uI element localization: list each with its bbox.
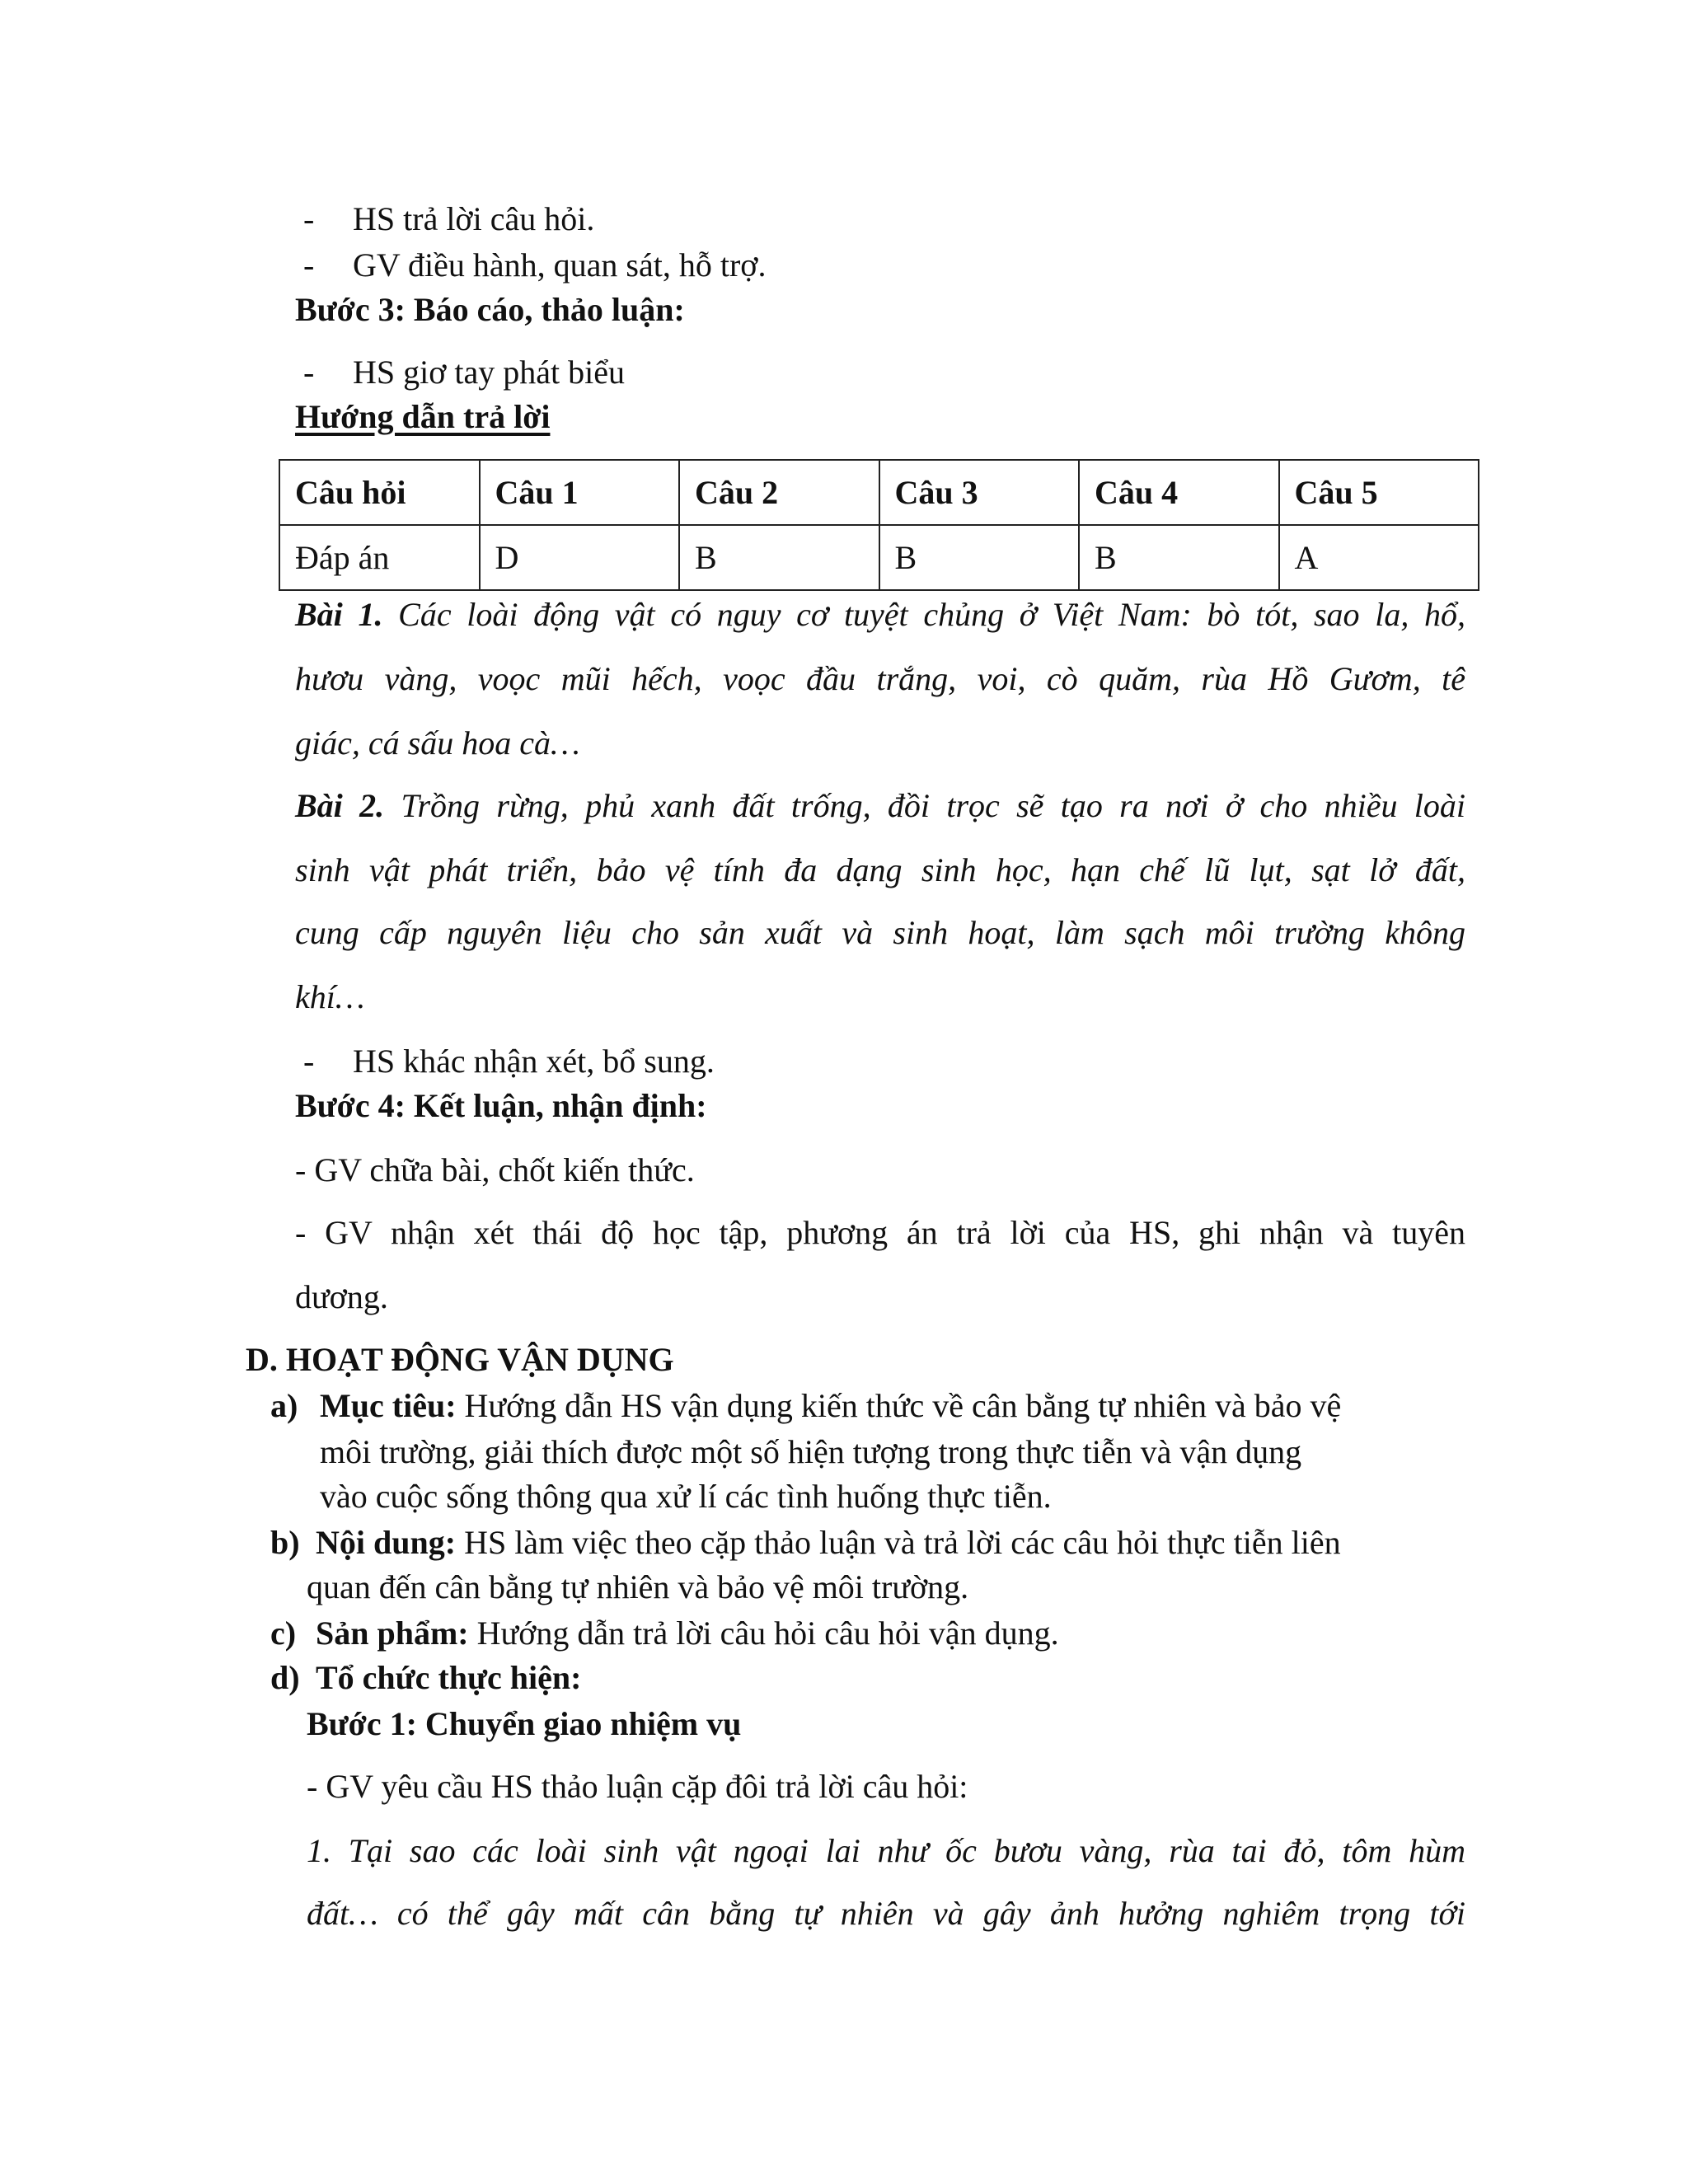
question-line-1: 1. Tại sao các loài sinh vật ngoại lai như ốc bươu vàng, rùa tai đỏ, tôm hùm [307, 1832, 1465, 1869]
bai2-line-2: sinh vật phát triển, bảo vệ tính đa dạng sinh học, hạn chế lũ lụt, sạt lở đất, [295, 851, 1465, 888]
list-item-label: Mục tiêu: [320, 1387, 457, 1424]
list-marker: c) [270, 1615, 297, 1652]
list-item-label: Nội dung: [316, 1524, 457, 1561]
table-cell: Câu 3 [879, 460, 1080, 525]
text-line: HS trả lời câu hỏi. [353, 200, 595, 237]
bullet-dash: - [303, 246, 315, 284]
bai1-label: Bài 1. [295, 596, 383, 633]
table-cell: Câu 1 [480, 460, 680, 525]
list-item-b-line-1 [316, 1523, 1341, 1562]
table-cell: Đáp án [279, 525, 480, 590]
text-line: HS khác nhận xét, bổ sung. [353, 1043, 715, 1080]
table-cell: Câu 5 [1279, 460, 1479, 525]
list-item-label: Tổ chức thực hiện: [316, 1659, 582, 1696]
list-item-b-line-2: quan đến cân bằng tự nhiên và bảo vệ môi trường. [307, 1568, 969, 1605]
bai1-line-1 [295, 595, 1465, 634]
bai2-line-4: khí… [295, 978, 365, 1015]
bai2-text: Trồng rừng, phủ xanh đất trống, đồi trọc sẽ tạo ra nơi ở cho nhiều loài [401, 787, 1466, 824]
list-item-a-line-3: vào cuộc sống thông qua xử lí các tình huống thực tiễn. [320, 1478, 1052, 1515]
table-header-row [279, 460, 1479, 525]
list-item-a-line-2: môi trường, giải thích được một số hiện tượng trong thực tiễn và vận dụng [320, 1433, 1302, 1470]
list-item-a-line-1 [320, 1386, 1341, 1425]
text-line: GV điều hành, quan sát, hỗ trợ. [353, 246, 767, 284]
table-cell: A [1279, 525, 1479, 590]
list-item-text: Hướng dẫn trả lời câu hỏi câu hỏi vận dụng. [468, 1615, 1059, 1652]
table-cell: B [1079, 525, 1279, 590]
bai2-line-3: cung cấp nguyên liệu cho sản xuất và sinh hoạt, làm sạch môi trường không [295, 914, 1465, 951]
bullet-dash: - [303, 1043, 315, 1080]
bullet-dash: - [303, 354, 315, 391]
table-cell: B [879, 525, 1080, 590]
step-heading: Bước 4: Kết luận, nhận định: [295, 1087, 707, 1124]
table-cell: Câu hỏi [279, 460, 480, 525]
list-marker: a) [270, 1387, 298, 1424]
guide-heading: Hướng dẫn trả lời [295, 398, 551, 435]
section-heading: D. HOẠT ĐỘNG VẬN DỤNG [246, 1341, 674, 1378]
step-heading: Bước 3: Báo cáo, thảo luận: [295, 291, 685, 328]
question-line-2: đất… có thể gây mất cân bằng tự nhiên và gây ảnh hưởng nghiêm trọng tới [307, 1895, 1465, 1932]
list-item-text: Hướng dẫn HS vận dụng kiến thức về cân bằng tự nhiên và bảo vệ [456, 1387, 1342, 1424]
step-heading: Bước 1: Chuyển giao nhiệm vụ [307, 1705, 742, 1742]
bullet-dash: - [303, 200, 315, 237]
table-cell: D [480, 525, 680, 590]
bai1-line-3: giác, cá sấu hoa cà… [295, 724, 580, 762]
list-item-label: Sản phẩm: [316, 1615, 469, 1652]
bai2-label: Bài 2. [295, 787, 385, 824]
text-line: HS giơ tay phát biểu [353, 354, 625, 391]
bai1-line-2: hươu vàng, voọc mũi hếch, voọc đầu trắng, voi, cò quăm, rùa Hồ Gươm, tê [295, 660, 1465, 697]
answer-table [279, 459, 1479, 591]
text-line: - GV chữa bài, chốt kiến thức. [295, 1151, 695, 1188]
table-cell: Câu 4 [1079, 460, 1279, 525]
list-item-text: HS làm việc theo cặp thảo luận và trả lời các câu hỏi thực tiễn liên [456, 1524, 1341, 1561]
list-marker: d) [270, 1659, 300, 1696]
text-line: dương. [295, 1278, 388, 1315]
table-cell: Câu 2 [679, 460, 879, 525]
table-cell: B [679, 525, 879, 590]
bai1-text: Các loài động vật có nguy cơ tuyệt chủng ở Việt Nam: bò tót, sao la, hổ, [398, 596, 1466, 633]
list-marker: b) [270, 1524, 300, 1561]
bai2-line-1 [295, 786, 1465, 825]
table-row [279, 525, 1479, 590]
text-line: - GV yêu cầu HS thảo luận cặp đôi trả lời câu hỏi: [307, 1768, 968, 1805]
text-line: - GV nhận xét thái độ học tập, phương án trả lời của HS, ghi nhận và tuyên [295, 1214, 1465, 1251]
list-item-c-line-1 [316, 1614, 1059, 1652]
